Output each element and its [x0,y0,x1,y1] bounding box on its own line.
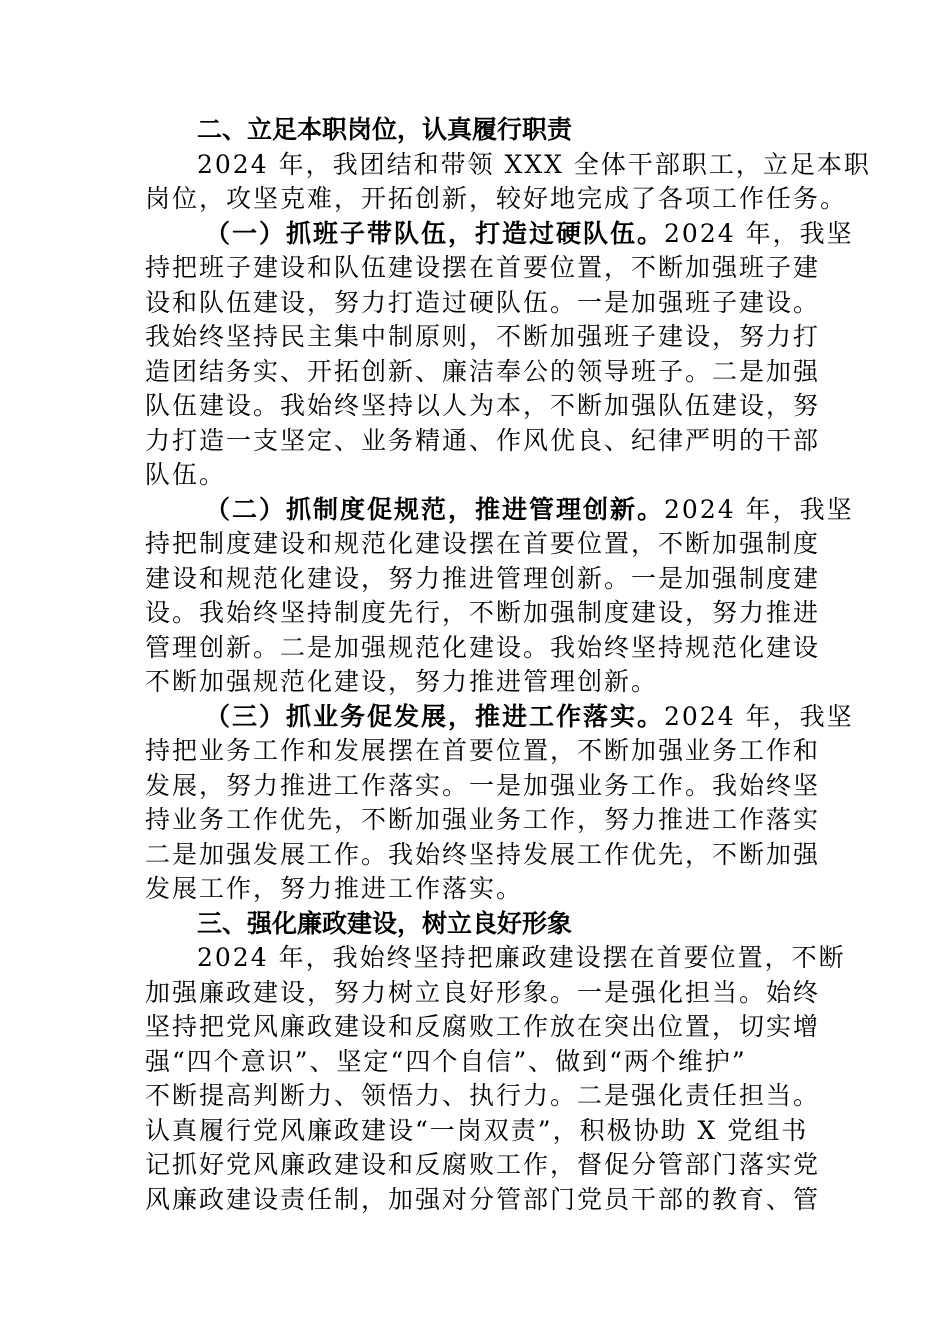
text-run: 2024 年，我坚 [664,218,854,248]
text-line: 持业务工作优先，不断加强业务工作，努力推进工作落实 [145,805,821,834]
text-line: 风廉政建设责任制，加强对分管部门党员干部的教育、管 [145,1184,821,1214]
text-line: 管理创新。二是加强规范化建设。我始终坚持规范化建设 [145,632,821,662]
subsection-2-title: （二）抓制度促规范，推进管理创新。 [205,494,665,524]
text-line: 岗位，攻坚克难，开拓创新，较好地完成了各项工作任务。 [145,184,848,213]
text-line: 发展，努力推进工作落实。一是加强业务工作。我始终坚 [145,770,821,800]
section-3-body [145,941,846,1217]
text-line [145,700,854,735]
text-line: 不断提高判断力、领悟力、执行力。二是强化责任担当。 [145,1081,821,1110]
text-line: 不断加强规范化建设，努力推进管理创新。 [145,667,659,696]
text-line: 设。我始终坚持制度先行，不断加强制度建设，努力推进 [145,598,821,627]
text-line: 发展工作，努力推进工作落实。 [145,874,524,903]
text-line: 持把业务工作和发展摆在首要位置，不断加强业务工作和 [145,736,821,765]
text-line: 队伍建设。我始终坚持以人为本，不断加强队伍建设，努 [145,391,821,420]
text-line: 2024 年，我团结和带领 XXX 全体干部职工，立足本职 [197,149,871,179]
text-run: 2024 年，我坚 [664,701,854,731]
text-line: 记抓好党风廉政建设和反腐败工作，督促分管部门落实党 [145,1150,821,1179]
text-line: 强“四个意识”、坚定“四个自信”、做到“两个维护” [145,1046,747,1076]
subsection-3 [145,700,854,907]
section-heading-2: 二、立足本职岗位，认真履行职责 [197,115,573,144]
text-line [145,493,854,528]
subsection-1 [145,217,854,493]
text-line: 我始终坚持民主集中制原则，不断加强班子建设，努力打 [145,322,821,351]
text-run: 2024 年，我坚 [664,494,854,524]
subsection-3-title: （三）抓业务促发展，推进工作落实。 [205,701,665,731]
text-line: 持把班子建设和队伍建设摆在首要位置，不断加强班子建 [145,253,821,282]
text-line: 队伍。 [145,460,227,489]
text-line: 设和队伍建设，努力打造过硬队伍。一是加强班子建设。 [145,287,821,317]
text-line: 力打造一支坚定、业务精通、作风优良、纪律严明的干部 [145,425,821,455]
text-line: 加强廉政建设，努力树立良好形象。一是强化担当。始终 [145,977,821,1007]
text-line: 造团结务实、开拓创新、廉洁奉公的领导班子。二是加强 [145,356,821,386]
text-line [145,217,854,252]
text-line: 持把制度建设和规范化建设摆在首要位置，不断加强制度 [145,529,821,558]
subsection-1-title: （一）抓班子带队伍，打造过硬队伍。 [205,218,665,248]
text-line: 2024 年，我始终坚持把廉政建设摆在首要位置，不断 [197,943,846,972]
text-line: 坚持把党风廉政建设和反腐败工作放在突出位置，切实增 [145,1012,821,1041]
section-2-intro [145,148,871,217]
document-page [145,113,871,1217]
text-line: 建设和规范化建设，努力推进管理创新。一是加强制度建 [145,563,821,593]
section-heading-3: 三、强化廉政建设，树立良好形象 [197,908,573,938]
subsection-2 [145,493,854,700]
text-line: 认真履行党风廉政建设“一岗双责”，积极协助 X 党组书 [145,1115,809,1145]
text-line: 二是加强发展工作。我始终坚持发展工作优先，不断加强 [145,839,821,869]
